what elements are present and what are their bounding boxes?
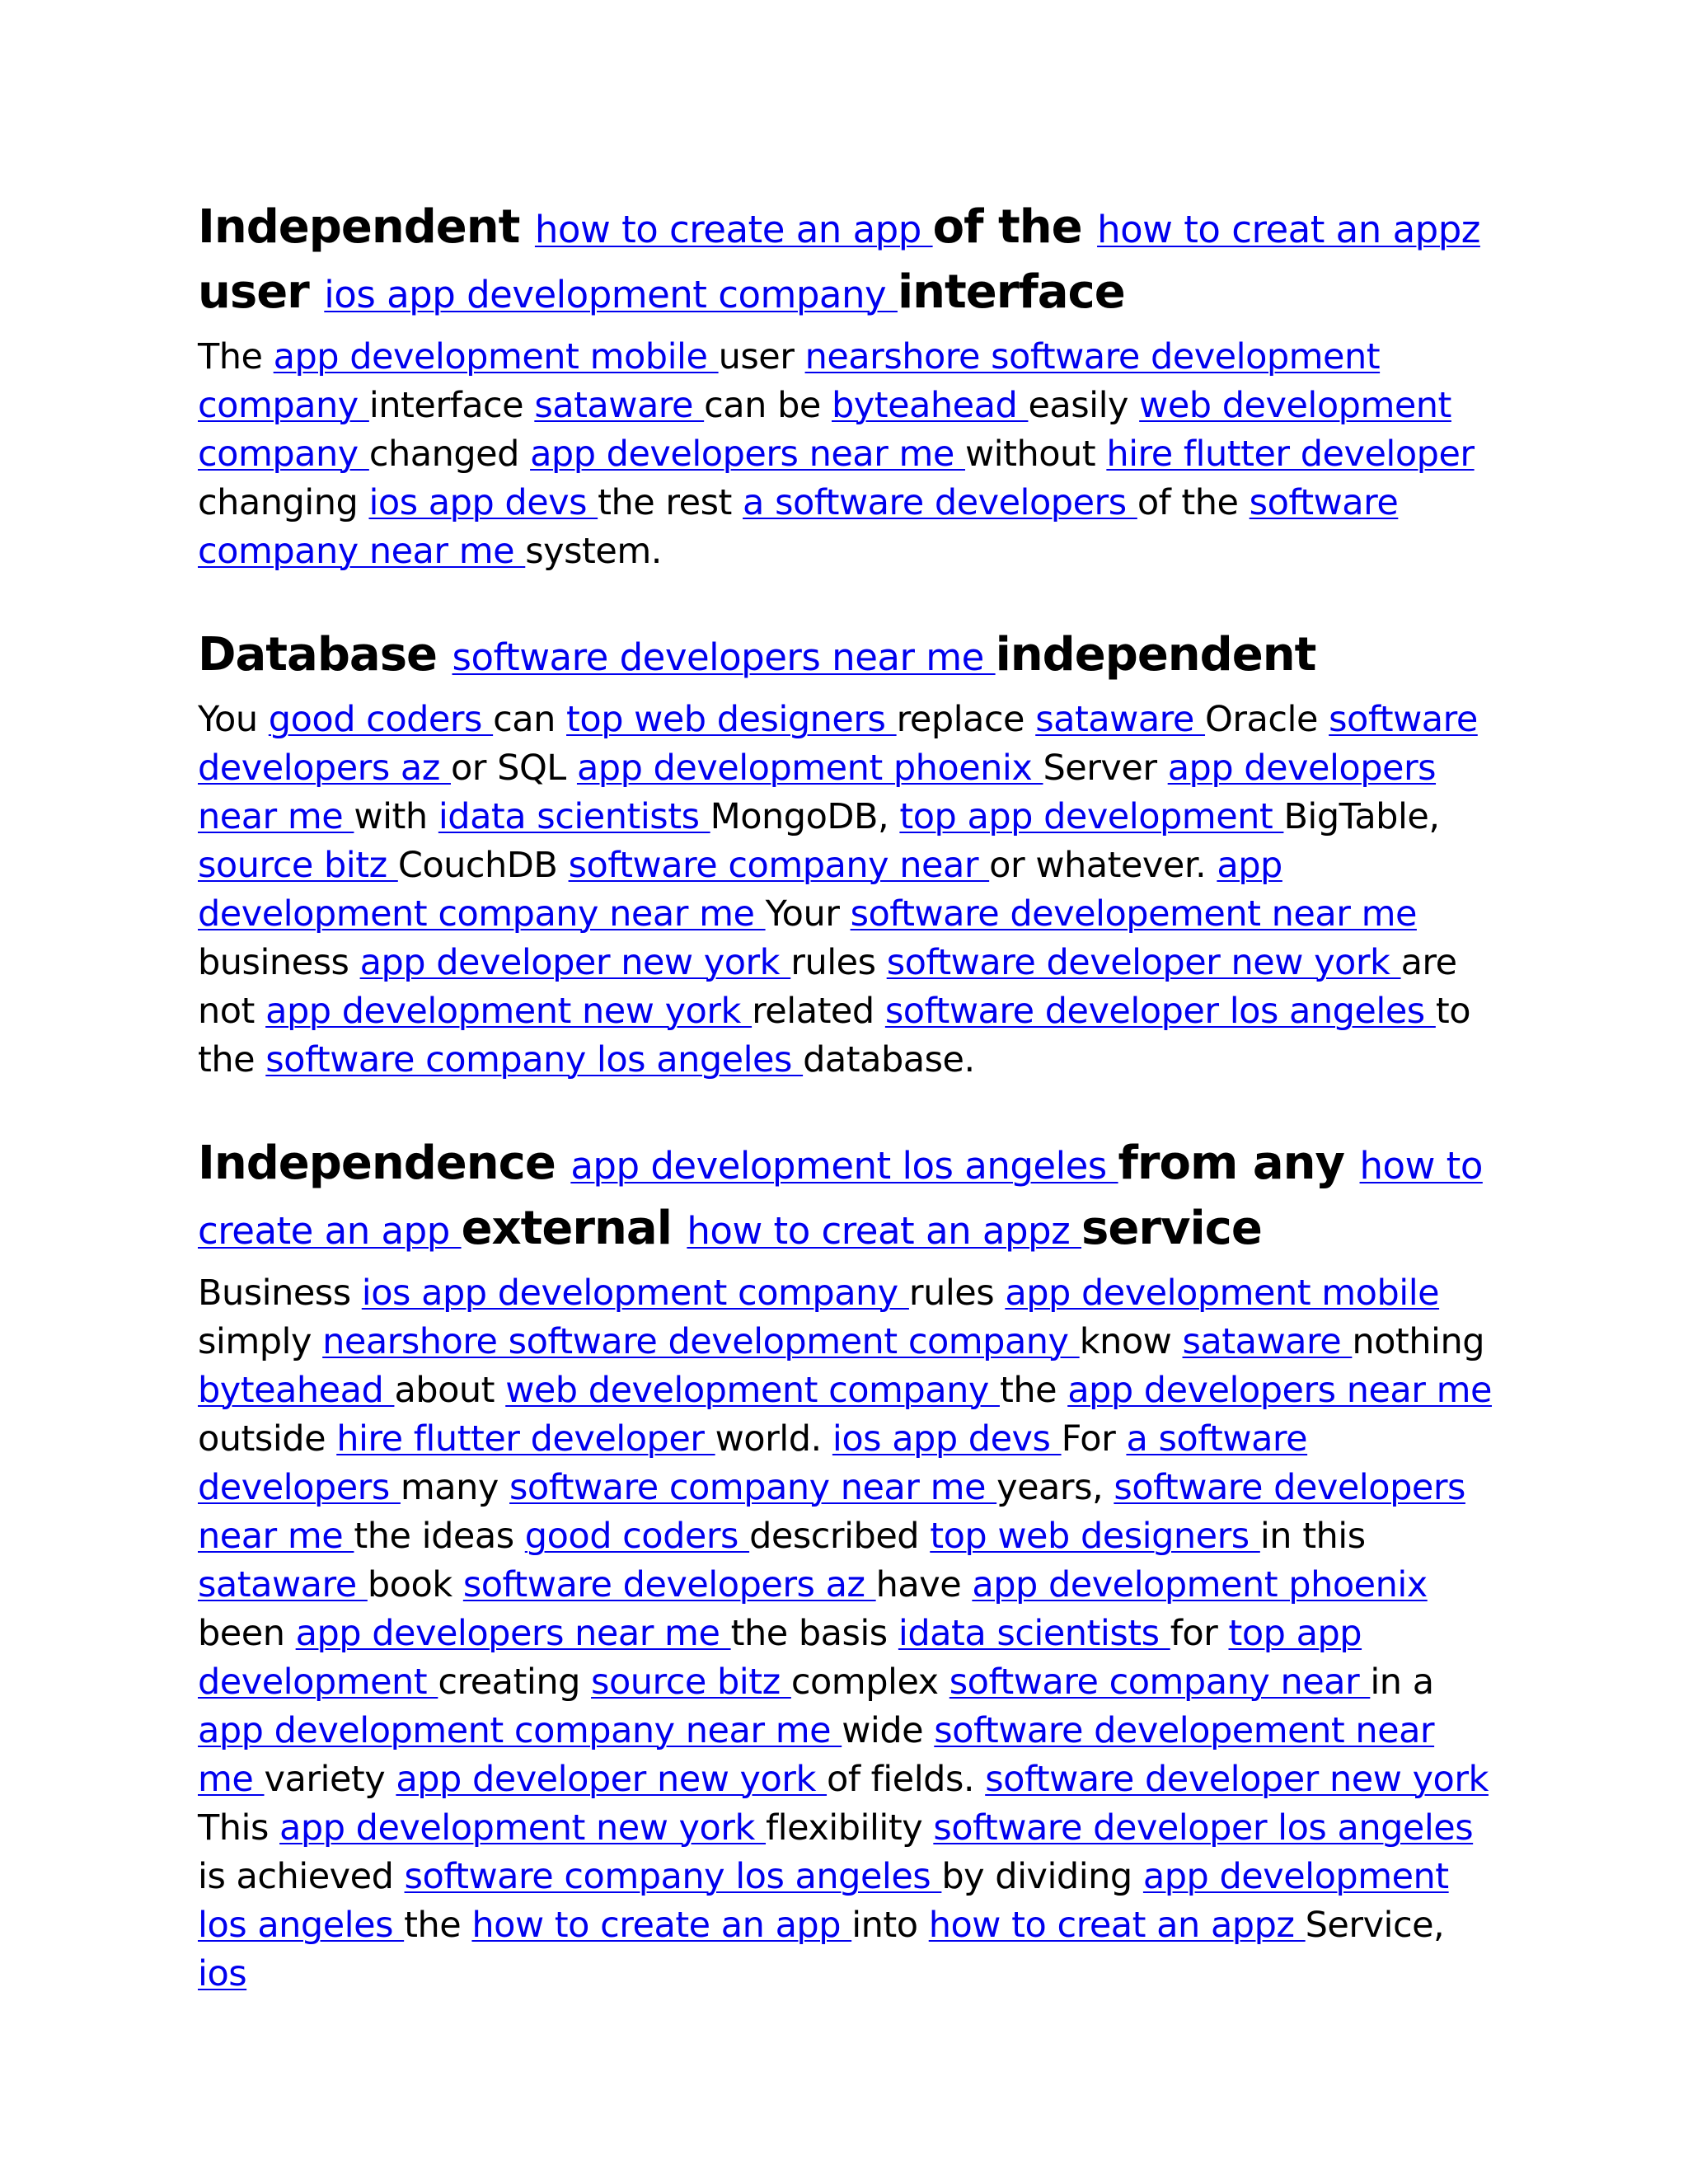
text-run: simply <box>198 1321 312 1362</box>
text-run: You <box>198 699 258 740</box>
text-run: complex <box>790 1661 939 1703</box>
text-run: changed <box>368 434 519 475</box>
text-run: Service, <box>1305 1905 1445 1946</box>
inline-link[interactable]: hire flutter developer <box>336 1418 715 1460</box>
text-run: MongoDB, <box>710 796 889 837</box>
inline-link[interactable]: software developement near me <box>850 893 1417 935</box>
text-run: interface <box>897 265 1125 319</box>
text-run: or SQL <box>451 748 566 789</box>
text-run: the rest <box>598 482 732 523</box>
inline-link[interactable]: idata scientists <box>898 1613 1170 1654</box>
inline-link[interactable]: source bitz <box>198 845 398 886</box>
inline-link[interactable]: software company los angeles <box>265 1039 804 1080</box>
inline-link[interactable]: nearshore software development company <box>198 336 1381 426</box>
text-run: Oracle <box>1205 699 1318 740</box>
text-run: about <box>394 1370 495 1411</box>
inline-link[interactable]: app development los angeles <box>570 1144 1118 1188</box>
inline-link[interactable]: software developer new york <box>886 942 1401 983</box>
text-run: into <box>851 1905 918 1946</box>
section-paragraph <box>198 1269 1492 1999</box>
inline-link[interactable]: ios <box>198 1953 247 1994</box>
inline-link[interactable]: nearshore software development company <box>322 1321 1080 1362</box>
section-heading <box>198 1132 1492 1263</box>
inline-link[interactable]: app developers near me <box>295 1613 731 1654</box>
text-run: This <box>198 1807 269 1849</box>
inline-link[interactable]: ios app devs <box>368 482 598 523</box>
text-run: have <box>875 1564 962 1605</box>
text-run: years, <box>996 1467 1104 1508</box>
inline-link[interactable]: ios app development company <box>361 1272 909 1314</box>
text-run: from any <box>1118 1137 1345 1190</box>
inline-link[interactable]: software company near <box>949 1661 1371 1703</box>
text-run: CouchDB <box>397 845 558 886</box>
inline-link[interactable]: software company los angeles <box>404 1856 942 1897</box>
text-run: BigTable, <box>1283 796 1440 837</box>
section-heading <box>198 196 1492 326</box>
inline-link[interactable]: software developers az <box>198 699 1478 789</box>
text-run: by dividing <box>941 1856 1132 1897</box>
text-run: with <box>354 796 428 837</box>
text-run: in this <box>1259 1516 1366 1557</box>
text-run: the basis <box>730 1613 888 1654</box>
text-run: the <box>404 1905 462 1946</box>
text-run: of the <box>1137 482 1239 523</box>
inline-link[interactable]: how to creat an appz <box>1097 208 1480 251</box>
text-run: Server <box>1043 748 1157 789</box>
inline-link[interactable]: app developers near me <box>198 748 1437 837</box>
inline-link[interactable]: good coders <box>524 1516 750 1557</box>
inline-link[interactable]: ios app development company <box>324 273 898 316</box>
text-run: easily <box>1028 385 1128 426</box>
inline-link[interactable]: source bitz <box>591 1661 791 1703</box>
inline-link[interactable]: app development mobile <box>1005 1272 1440 1314</box>
inline-link[interactable]: software company near <box>568 845 990 886</box>
document-page <box>198 196 1492 2046</box>
inline-link[interactable]: how to create an app <box>198 1144 1483 1253</box>
inline-link[interactable]: software developer new york <box>985 1759 1489 1800</box>
text-run: service <box>1081 1202 1262 1255</box>
text-run: book <box>367 1564 452 1605</box>
inline-link[interactable]: app development mobile <box>273 336 719 377</box>
text-run: many <box>400 1467 499 1508</box>
inline-link[interactable]: app developers near me <box>530 434 966 475</box>
text-run: of the <box>932 200 1082 254</box>
text-run: flexibility <box>766 1807 923 1849</box>
text-run: Independent <box>198 200 520 254</box>
inline-link[interactable]: app development company near me <box>198 1710 842 1751</box>
inline-link[interactable]: how to create an app <box>471 1905 852 1946</box>
text-run: The <box>198 336 263 377</box>
inline-link[interactable]: sataware <box>1035 699 1206 740</box>
inline-link[interactable]: byteahead <box>832 385 1029 426</box>
inline-link[interactable]: app developer new york <box>359 942 791 983</box>
section-heading <box>198 624 1492 689</box>
inline-link[interactable]: good coders <box>268 699 494 740</box>
text-run: the <box>999 1370 1057 1411</box>
text-run: Independence <box>198 1137 556 1190</box>
inline-link[interactable]: web development company <box>198 385 1451 475</box>
text-run: changing <box>198 482 359 523</box>
inline-link[interactable]: software company near me <box>198 482 1399 572</box>
inline-link[interactable]: idata scientists <box>438 796 710 837</box>
inline-link[interactable]: how to creat an appz <box>687 1209 1082 1253</box>
inline-link[interactable]: top web designers <box>930 1516 1260 1557</box>
inline-link[interactable]: software developer los angeles <box>933 1807 1474 1849</box>
text-run: interface <box>368 385 524 426</box>
inline-link[interactable]: software developers az <box>462 1564 876 1605</box>
inline-link[interactable]: software developers near me <box>198 1467 1465 1557</box>
inline-link[interactable]: a software developers <box>743 482 1137 523</box>
text-run: rules <box>908 1272 995 1314</box>
inline-link[interactable]: app development los angeles <box>198 1856 1449 1946</box>
text-run: system. <box>525 531 662 572</box>
inline-link[interactable]: sataware <box>1182 1321 1353 1362</box>
inline-link[interactable]: app development company near me <box>198 845 1282 935</box>
text-run: Business <box>198 1272 351 1314</box>
text-run: to the <box>198 991 1471 1080</box>
inline-link[interactable]: byteahead <box>198 1370 395 1411</box>
text-run: can <box>493 699 556 740</box>
inline-link[interactable]: software developers near me <box>452 635 996 679</box>
text-run: Database <box>198 628 438 682</box>
text-run: user <box>198 265 309 319</box>
text-run: the ideas <box>354 1516 514 1557</box>
text-run: for <box>1170 1613 1218 1654</box>
text-run: database. <box>803 1039 975 1080</box>
inline-link[interactable]: app developers near me <box>1067 1370 1492 1411</box>
inline-link[interactable]: how to create an app <box>534 208 933 251</box>
inline-link[interactable]: top web designers <box>566 699 897 740</box>
inline-link[interactable]: a software developers <box>198 1418 1308 1508</box>
inline-link[interactable]: web development company <box>505 1370 1000 1411</box>
text-run: of fields. <box>827 1759 975 1800</box>
inline-link[interactable]: app development new york <box>279 1807 767 1849</box>
text-run: know <box>1079 1321 1172 1362</box>
text-run: wide <box>842 1710 924 1751</box>
inline-link[interactable]: ios app devs <box>832 1418 1062 1460</box>
text-run: rules <box>790 942 876 983</box>
text-run: independent <box>995 628 1316 682</box>
text-run: related <box>752 991 874 1032</box>
section-paragraph <box>198 333 1492 576</box>
text-run: world. <box>715 1418 822 1460</box>
inline-link[interactable]: software company near me <box>509 1467 997 1508</box>
inline-link[interactable]: top app development <box>899 796 1284 837</box>
text-run: can be <box>704 385 821 426</box>
text-run: replace <box>896 699 1025 740</box>
text-run: creating <box>438 1661 580 1703</box>
inline-link[interactable]: app developer new york <box>396 1759 828 1800</box>
inline-link[interactable]: app development new york <box>265 991 753 1032</box>
inline-link[interactable]: app development phoenix <box>576 748 1043 789</box>
text-run: in a <box>1370 1661 1434 1703</box>
text-run: are not <box>198 942 1457 1032</box>
inline-link[interactable]: top app development <box>198 1613 1362 1703</box>
text-run: variety <box>264 1759 386 1800</box>
text-run: is achieved <box>198 1856 394 1897</box>
section-paragraph <box>198 696 1492 1085</box>
text-run: outside <box>198 1418 326 1460</box>
text-run: without <box>965 434 1096 475</box>
inline-link[interactable]: app development phoenix <box>972 1564 1428 1605</box>
text-run: or whatever. <box>989 845 1207 886</box>
text-run: For <box>1061 1418 1116 1460</box>
inline-link[interactable]: how to creat an appz <box>928 1905 1306 1946</box>
inline-link[interactable]: software developer los angeles <box>884 991 1436 1032</box>
text-run: external <box>461 1202 672 1255</box>
text-run: nothing <box>1352 1321 1485 1362</box>
text-run: described <box>749 1516 920 1557</box>
inline-link[interactable]: software developement near me <box>198 1710 1435 1800</box>
inline-link[interactable]: hire flutter developer <box>1106 434 1475 475</box>
text-run: been <box>198 1613 285 1654</box>
text-run: user <box>718 336 795 377</box>
text-run: business <box>198 942 349 983</box>
inline-link[interactable]: sataware <box>534 385 705 426</box>
text-run: Your <box>765 893 840 935</box>
inline-link[interactable]: sataware <box>198 1564 368 1605</box>
